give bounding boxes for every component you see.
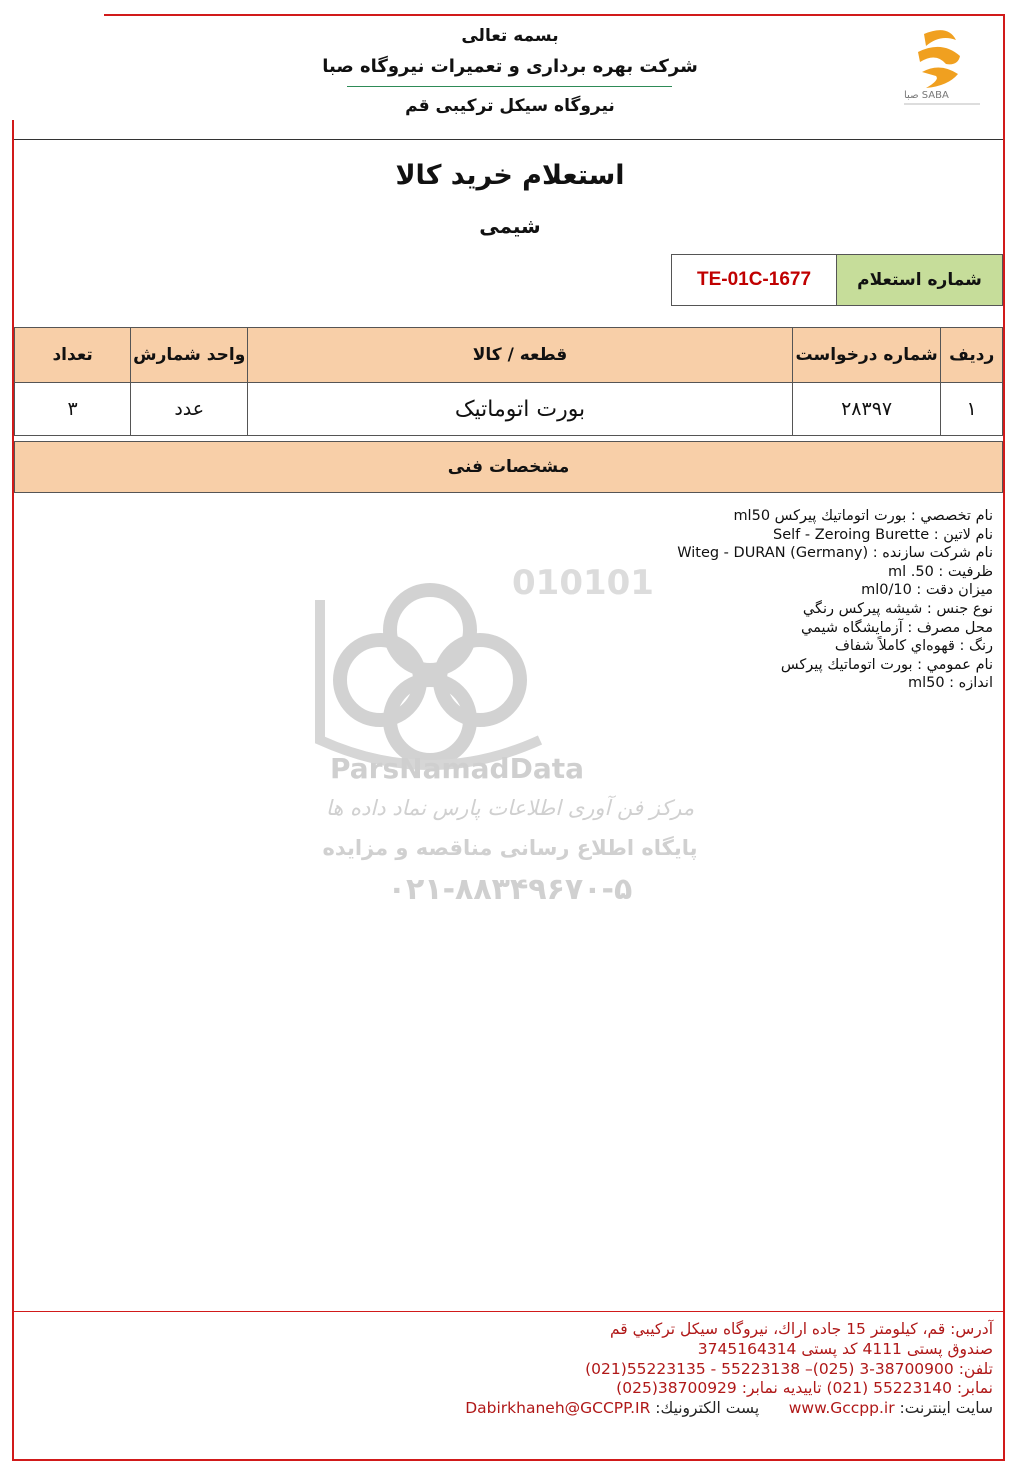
spec-line: نوع جنس : شيشه پيركس رنگي [802,600,993,617]
col-item: قطعه / کالا [248,328,793,383]
website-link[interactable]: www.Gccpp.ir [788,1399,895,1418]
spec-line: نام عمومي : بورت اتوماتيك پيركس [780,656,993,673]
document-subtitle: شیمی [479,214,541,238]
cell-row-number: ۱ [941,383,1003,436]
email-link[interactable]: Dabirkhaneh@GCCPP.IR [465,1399,651,1418]
col-quantity: تعداد [15,328,131,383]
col-unit: واحد شمارش [131,328,248,383]
specs-heading: مشخصات فنی [14,441,1003,493]
spec-line: ظرفيت : 50. ml [887,563,993,580]
company-name: شرکت بهره برداری و تعمیرات نیروگاه صبا [322,56,698,77]
plant-name: نیروگاه سیکل ترکیبی قم [405,96,615,116]
header-divider [347,86,672,87]
cell-quantity: ۳ [15,383,131,436]
spec-line: نام شركت سازنده : Witeg - DURAN (Germany) [677,545,993,562]
spec-line: نام تخصصي : بورت اتوماتيك پيركس ml50 [733,508,993,524]
spec-line: نام لاتين : Self - Zeroing Burette [773,526,993,543]
web-label: سايت اينترنت: [899,1399,993,1418]
spec-line: رنگ : قهوه‌اي كاملاً شفاف [834,638,993,655]
items-table [14,327,1003,436]
watermark-digits: 010101 [512,563,654,603]
document-title: استعلام خرید کالا [395,160,625,191]
watermark-brand: ParsNamadData [330,752,584,785]
email-label: پست الكترونيك: [655,1399,760,1418]
footer-address: آدرس: قم، كيلومتر 15 جاده اراك، نيروگاه سيكل تركيبي قم [609,1320,993,1338]
saba-logo [896,22,986,112]
col-row-number: ردیف [941,328,1003,383]
spec-line: ميزان دقت : ml0/10 [861,582,993,599]
footer-fax: نمابر: 55223140 (021) تاييديه نمابر: 38700929(025) [616,1379,993,1398]
inquiry-number: TE-01C-1677 [671,254,837,306]
watermark-line2: پایگاه اطلاع رسانی مناقصه و مزایده [322,836,698,860]
footer-separator [14,1311,1003,1312]
table-header-row [15,328,1003,383]
spec-line: اندازه : ml50 [907,675,993,692]
inquiry-label: شماره استعلام [836,254,1003,306]
logo-text: صبا SABA [904,90,949,101]
footer-phone: تلفن: 38700900-3 (025)– 55223138 - 55223135(021) [585,1359,993,1378]
footer-postbox: صندوق پستی 4111 کد پستی 3745164314 [697,1339,993,1358]
table-row [15,383,1003,436]
col-request-number: شماره درخواست [792,328,940,383]
header-separator [14,139,1003,140]
cell-request-number: ۲۸۳۹۷ [792,383,940,436]
bismillah: بسمه تعالی [461,26,559,46]
specs-list [393,507,993,693]
spec-line: محل مصرف : آزمايشگاه شيمي [800,619,993,636]
cell-unit: عدد [131,383,248,436]
watermark-line1: مرکز فن آوری اطلاعات پارس نماد داده ها [325,796,695,820]
footer-web-email [93,1399,993,1419]
watermark-phone: ۰۲۱-۸۸۳۴۹۶۷۰-۵ [387,872,633,907]
footer-contact [93,1320,993,1419]
cell-item: بورت اتوماتیک [248,383,793,436]
